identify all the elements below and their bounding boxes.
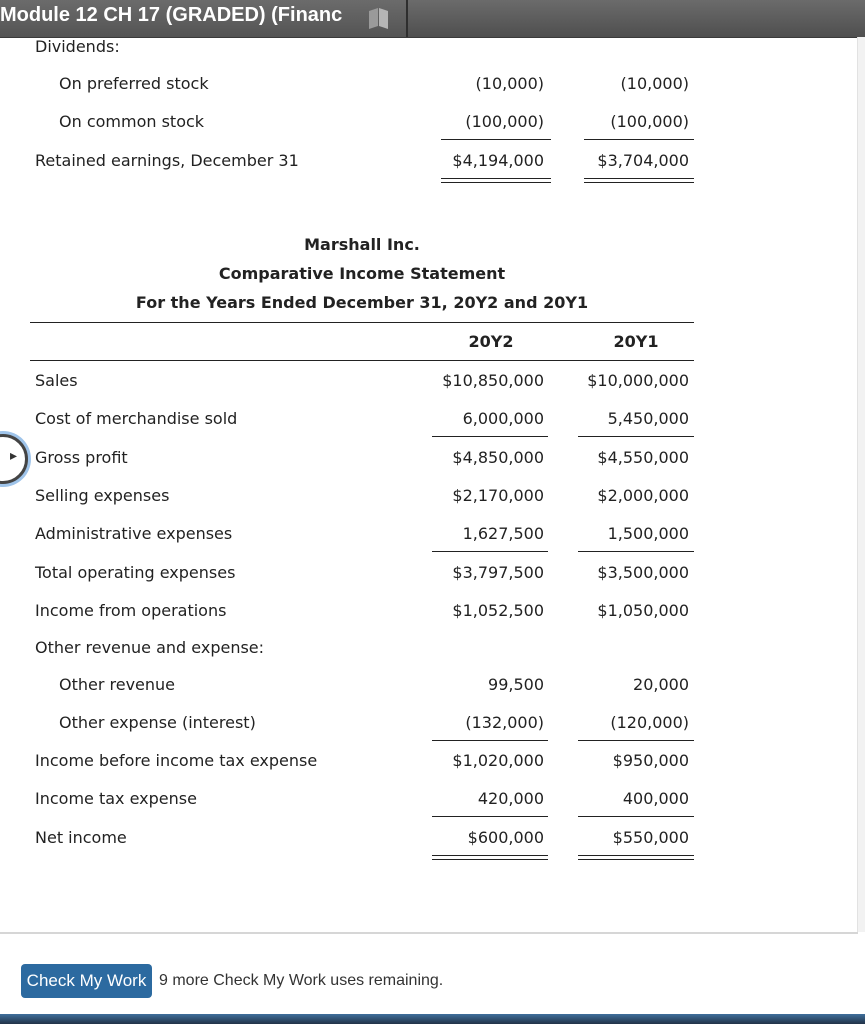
value-20y2: (132,000) bbox=[465, 713, 544, 732]
table-row bbox=[0, 74, 858, 104]
value-20y1: 5,450,000 bbox=[607, 409, 689, 428]
value-20y1: $550,000 bbox=[612, 828, 689, 847]
value-20y2: $4,194,000 bbox=[452, 151, 544, 170]
column-header-20y2: 20Y2 bbox=[468, 332, 514, 351]
underline bbox=[578, 740, 694, 741]
table-row bbox=[0, 713, 858, 743]
underline bbox=[584, 139, 694, 140]
table-row bbox=[0, 828, 858, 858]
value-20y1: $4,550,000 bbox=[597, 448, 689, 467]
row-label: Other revenue and expense: bbox=[35, 638, 265, 657]
underline bbox=[578, 436, 694, 437]
assignment-title: Module 12 CH 17 (GRADED) (Financ bbox=[0, 4, 343, 26]
row-label: Administrative expenses bbox=[35, 524, 233, 543]
bottom-bar bbox=[0, 1014, 865, 1024]
underline bbox=[578, 816, 694, 817]
row-label: On preferred stock bbox=[59, 74, 209, 93]
row-label: Other expense (interest) bbox=[59, 713, 256, 732]
value-20y1: $1,050,000 bbox=[597, 601, 689, 620]
row-label: Cost of merchandise sold bbox=[35, 409, 238, 428]
value-20y1: (10,000) bbox=[620, 74, 689, 93]
dividends-heading-row bbox=[0, 37, 858, 67]
statement-title: Comparative Income Statement bbox=[218, 264, 506, 283]
value-20y1: (100,000) bbox=[610, 112, 689, 131]
double-underline bbox=[584, 182, 694, 183]
table-row bbox=[0, 151, 858, 181]
table-row bbox=[0, 486, 858, 516]
double-underline bbox=[584, 178, 694, 179]
statement-period: For the Years Ended December 31, 20Y2 and 20Y1 bbox=[135, 293, 589, 312]
table-row bbox=[0, 675, 858, 705]
table-row bbox=[0, 789, 858, 819]
book-icon[interactable] bbox=[366, 6, 392, 30]
underline bbox=[432, 436, 548, 437]
underline bbox=[441, 139, 551, 140]
value-20y2: $600,000 bbox=[467, 828, 544, 847]
double-underline bbox=[441, 178, 551, 179]
scrollbar[interactable] bbox=[857, 37, 865, 932]
value-20y2: 6,000,000 bbox=[462, 409, 544, 428]
underline bbox=[578, 551, 694, 552]
row-label: Retained earnings, December 31 bbox=[35, 151, 299, 170]
underline bbox=[432, 740, 548, 741]
row-label: Dividends: bbox=[35, 37, 120, 56]
problem-content bbox=[0, 37, 858, 932]
row-label: Gross profit bbox=[35, 448, 128, 467]
table-row bbox=[0, 409, 858, 439]
value-20y2: $4,850,000 bbox=[452, 448, 544, 467]
table-row bbox=[0, 371, 858, 401]
value-20y2: $10,850,000 bbox=[442, 371, 544, 390]
value-20y1: 1,500,000 bbox=[607, 524, 689, 543]
value-20y1: (120,000) bbox=[610, 713, 689, 732]
footer bbox=[0, 932, 858, 1016]
table-row bbox=[0, 751, 858, 781]
double-underline bbox=[578, 855, 694, 856]
table-row bbox=[0, 112, 858, 142]
value-20y2: (10,000) bbox=[475, 74, 544, 93]
value-20y2: (100,000) bbox=[465, 112, 544, 131]
double-underline bbox=[578, 859, 694, 860]
row-label: On common stock bbox=[59, 112, 205, 131]
row-label: Sales bbox=[35, 371, 78, 390]
value-20y1: 400,000 bbox=[622, 789, 689, 808]
row-label: Net income bbox=[35, 828, 127, 847]
value-20y2: 99,500 bbox=[488, 675, 544, 694]
assignment-tab[interactable] bbox=[0, 0, 408, 37]
double-underline bbox=[432, 859, 548, 860]
value-20y2: 420,000 bbox=[477, 789, 544, 808]
row-label: Other revenue bbox=[59, 675, 176, 694]
value-20y2: $1,020,000 bbox=[452, 751, 544, 770]
double-underline bbox=[441, 182, 551, 183]
row-label: Selling expenses bbox=[35, 486, 170, 505]
title-bar bbox=[0, 0, 865, 38]
company-name: Marshall Inc. bbox=[304, 235, 420, 254]
remaining-uses-text: 9 more Check My Work uses remaining. bbox=[159, 972, 444, 989]
chevron-right-icon: ▸ bbox=[9, 448, 17, 464]
value-20y1: $3,500,000 bbox=[597, 563, 689, 582]
double-underline bbox=[432, 855, 548, 856]
value-20y1: $2,000,000 bbox=[597, 486, 689, 505]
underline bbox=[432, 816, 548, 817]
value-20y2: 1,627,500 bbox=[462, 524, 544, 543]
value-20y1: 20,000 bbox=[633, 675, 689, 694]
value-20y1: $10,000,000 bbox=[587, 371, 689, 390]
value-20y2: $1,052,500 bbox=[452, 601, 544, 620]
column-header-20y1: 20Y1 bbox=[613, 332, 659, 351]
row-label: Income from operations bbox=[35, 601, 227, 620]
table-row bbox=[0, 601, 858, 631]
check-my-work-button[interactable]: Check My Work bbox=[21, 964, 152, 998]
table-row bbox=[0, 563, 858, 593]
row-label: Income before income tax expense bbox=[35, 751, 318, 770]
header-rule bbox=[30, 360, 694, 361]
value-20y2: $3,797,500 bbox=[452, 563, 544, 582]
row-label: Income tax expense bbox=[35, 789, 197, 808]
value-20y2: $2,170,000 bbox=[452, 486, 544, 505]
value-20y1: $950,000 bbox=[612, 751, 689, 770]
table-row bbox=[0, 524, 858, 554]
table-row bbox=[0, 638, 858, 668]
underline bbox=[432, 551, 548, 552]
value-20y1: $3,704,000 bbox=[597, 151, 689, 170]
table-row bbox=[0, 448, 858, 478]
header-rule bbox=[30, 322, 694, 323]
row-label: Total operating expenses bbox=[35, 563, 236, 582]
